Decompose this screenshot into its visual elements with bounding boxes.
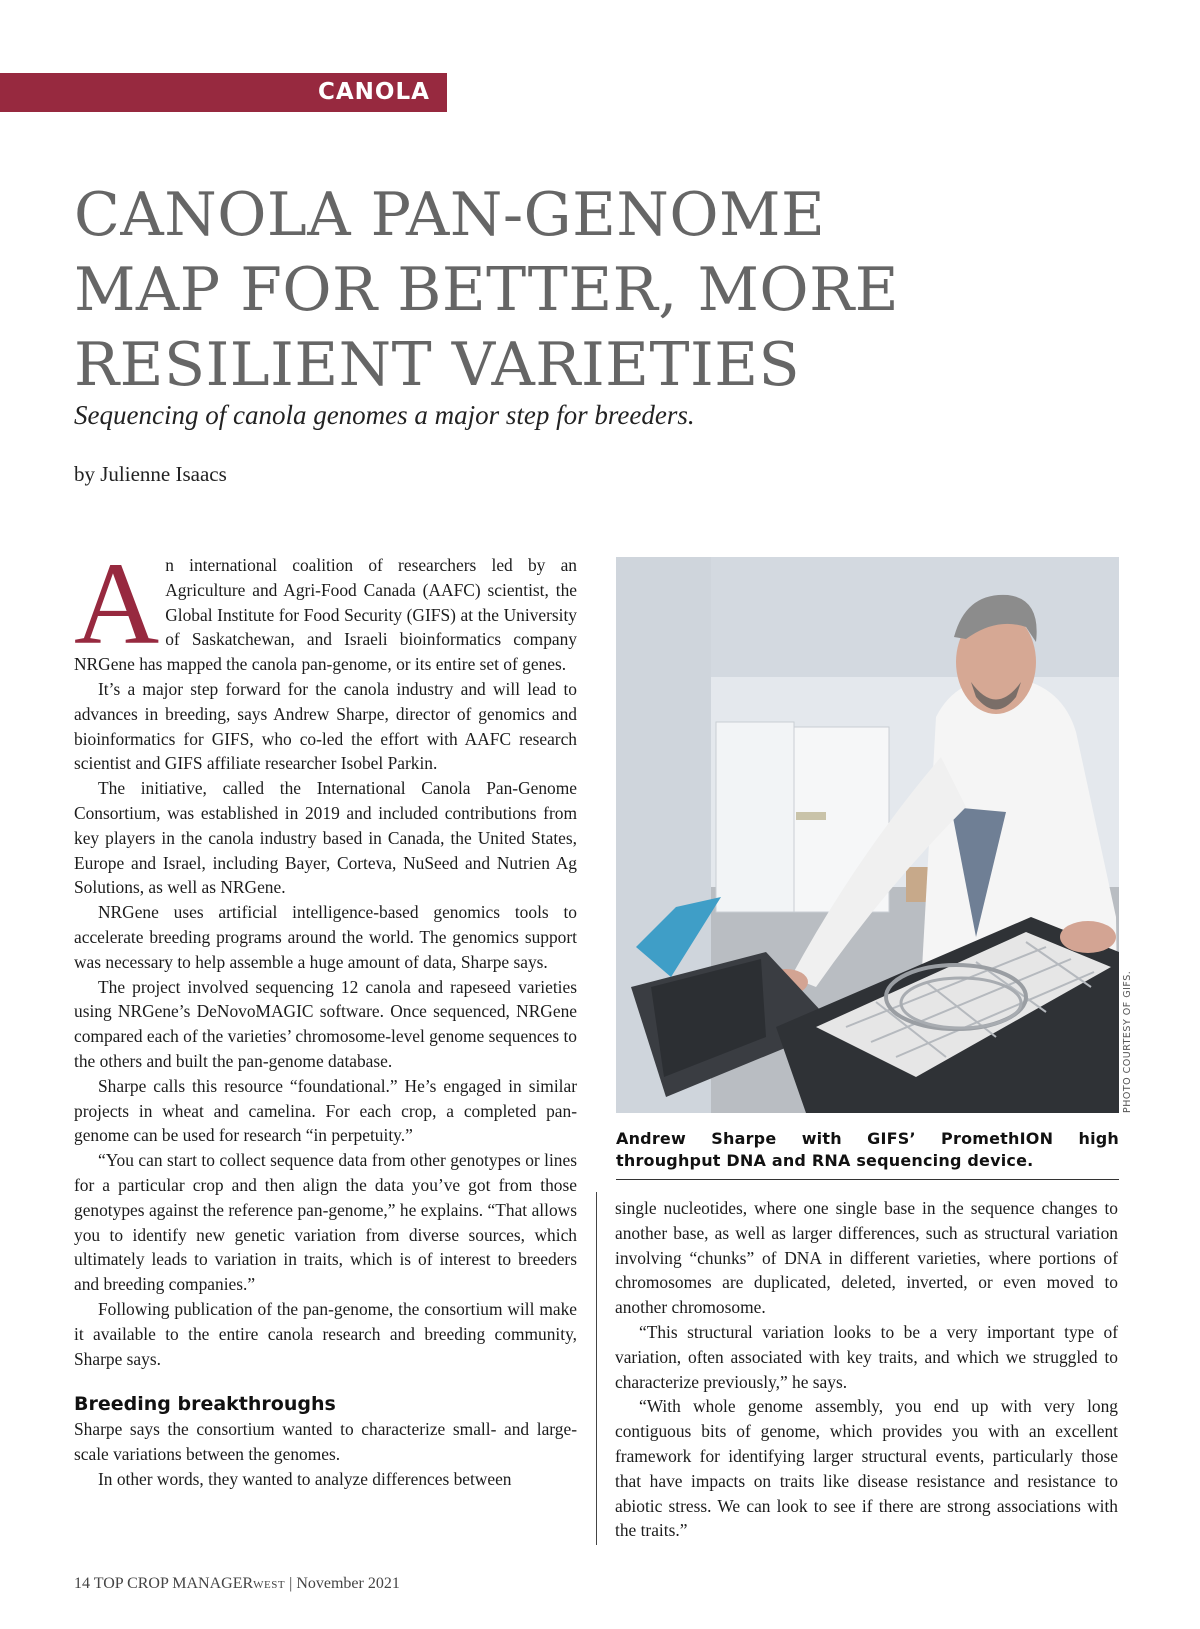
column-divider	[596, 1192, 597, 1545]
headline-line-2: MAP FOR BETTER, MORE	[74, 255, 900, 325]
headline-line-1: CANOLA PAN-GENOME	[74, 180, 826, 250]
paragraph: Following publication of the pan-genome, the consortium will make it available to the entire canola research and breeding community, Sharpe says.	[74, 1298, 577, 1369]
magazine-edition: WEST	[253, 1579, 286, 1591]
paragraph-text: n international coalition of researchers led by an Agriculture and Agri-Food Canada (AAFC) scientist, the Global Institute for Food Security (GIFS) at the University of Saskatchewan, and Israeli bioinformatics company NRGene has mapped the canola pan-genome, or its entire set of genes.	[74, 555, 577, 675]
article-subtitle: Sequencing of canola genomes a major step for breeders.	[74, 400, 695, 430]
drop-cap: A	[74, 538, 160, 669]
paragraph: In other words, they wanted to analyze differences between	[98, 1468, 512, 1489]
photo-illustration	[616, 557, 1119, 1113]
paragraph: “This structural variation looks to be a very important type of variation, often associated with key traits, and which we struggled to characterize previously,” he says.	[615, 1321, 1118, 1392]
page-number: 14	[74, 1575, 90, 1592]
body-column-right	[615, 1196, 1118, 1543]
section-subhead: Breeding breakthroughs	[74, 1393, 336, 1416]
paragraph: “You can start to collect sequence data from other genotypes or lines for a particular crop and then align the data you’ve got from those genotypes against the reference pan-genome,” he explains. “That allows you to identify new genetic variation from diverse sources, which ultimately leads to variation in traits, which is of interest to breeders and breeding companies.”	[74, 1150, 577, 1295]
photo-caption: Andrew Sharpe with GIFS’ PromethION high throughput DNA and RNA sequencing device.	[616, 1129, 1119, 1170]
paragraph: The initiative, called the International Canola Pan-Genome Consortium, was established in 2019 and included contributions from key players in the canola industry based in Canada, the United States, Europe and Israel, including Bayer, Corteva, NuSeed and Nutrien Ag Solutions, as well as NRGene.	[74, 778, 577, 898]
article-headline	[74, 178, 1134, 403]
issue-date: November 2021	[296, 1575, 400, 1592]
paragraph: single nucleotides, where one single base in the sequence changes to another base, as well as larger differences, such as structural variation involving “chunks” of DNA in different varieties, where portions of chromosomes are duplicated, deleted, inverted, or even moved to another chromosome.	[615, 1198, 1118, 1318]
byline: by Julienne Isaacs	[74, 462, 227, 486]
paragraph: The project involved sequencing 12 canola and rapeseed varieties using NRGene’s DeNovoMAGIC software. Once sequenced, NRGene compared each of the varieties’ chromosome-level genome sequences to the others and built the pan-genome database.	[74, 976, 577, 1071]
page-footer	[74, 1575, 400, 1593]
paragraph: Sharpe calls this resource “foundational.” He’s engaged in similar projects in wheat and camelina. For each crop, a completed pan-genome can be used for research “in perpetuity.”	[74, 1075, 577, 1146]
caption-divider	[616, 1179, 1119, 1180]
paragraph: NRGene uses artificial intelligence-based genomics tools to accelerate breeding programs around the world. The genomics support was necessary to help assemble a huge amount of data, Sharpe says.	[74, 902, 577, 972]
headline-line-3: RESILIENT VARIETIES	[74, 330, 801, 400]
magazine-name: TOP CROP MANAGER	[93, 1575, 254, 1592]
paragraph	[74, 538, 577, 677]
paragraph: It’s a major step forward for the canola industry and will lead to advances in breeding, says Andrew Sharpe, director of genomics and bioinformatics for GIFS, who co-led the effort with AAFC research scientist and GIFS affiliate researcher Isobel Parkin.	[74, 678, 577, 774]
paragraph: “With whole genome assembly, you end up with very long contiguous bits of genome, which provides you with an excellent framework for identifying larger structural events, particularly those that have impacts on traits like disease resistance and resistance to abiotic stress. We can look to see if there are strong associations with the traits.”	[615, 1396, 1118, 1541]
photo-credit: PHOTO COURTESY OF GIFS.	[1122, 970, 1133, 1113]
body-column-left	[74, 538, 577, 1548]
article-photo	[616, 557, 1119, 1113]
section-label: CANOLA	[0, 73, 447, 112]
footer-separator: |	[289, 1575, 293, 1592]
paragraph: Sharpe says the consortium wanted to characterize small- and large-scale variations between the genomes.	[74, 1419, 577, 1465]
